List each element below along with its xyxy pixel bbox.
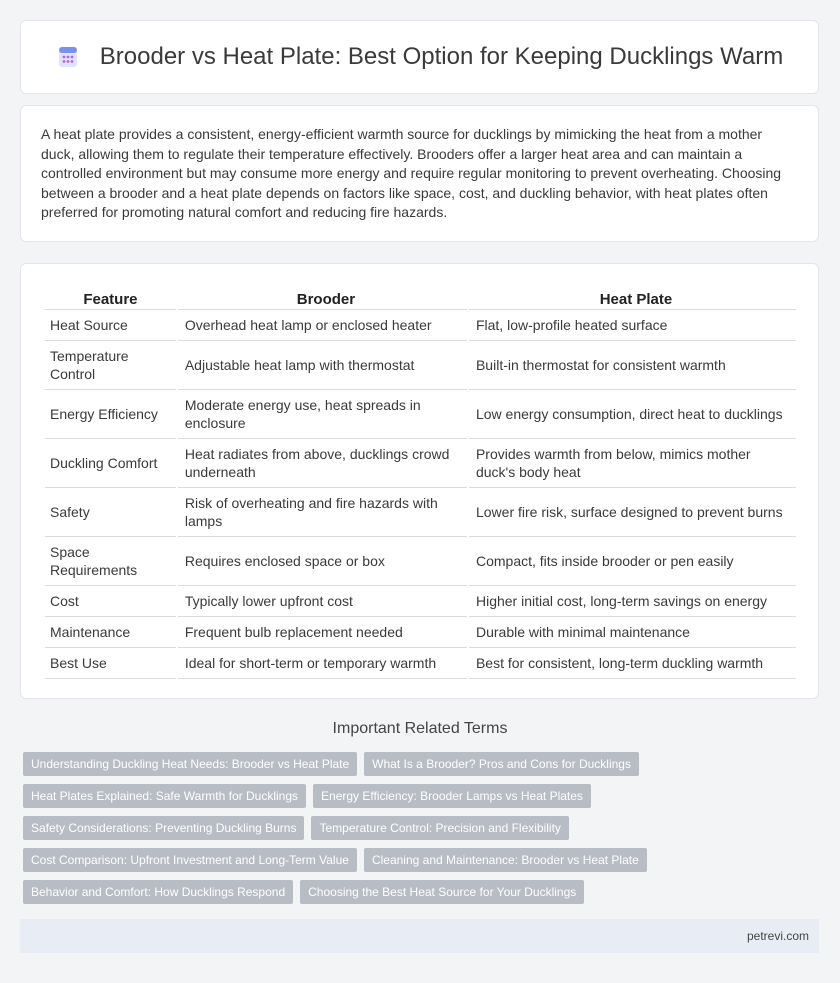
tag-row bbox=[23, 752, 823, 776]
cell-brooder: Ideal for short-term or temporary warmth bbox=[178, 648, 467, 679]
footer bbox=[20, 919, 819, 953]
comparison-card bbox=[20, 263, 819, 699]
tag-row bbox=[23, 784, 823, 808]
cell-brooder: Requires enclosed space or box bbox=[178, 537, 467, 586]
cell-brooder: Adjustable heat lamp with thermostat bbox=[178, 341, 467, 390]
cell-feature: Cost bbox=[45, 586, 176, 617]
intro-paragraph: A heat plate provides a consistent, energy-efficient warmth source for ducklings by mimicking the heat from a mother duck, allowing them to regulate their temperature effectively. Brooders offer a larger heat area and can maintain a controlled environment but may consume more energy and require regular monitoring to prevent overheating. Choosing between a brooder and a heat plate depends on factors like space, cost, and duckling behavior, with heat plates often preferred for promoting natural comfort and reducing fire hazards. bbox=[41, 126, 782, 220]
related-term-link[interactable]: What Is a Brooder? Pros and Cons for Ducklings bbox=[364, 752, 639, 776]
cell-feature: Maintenance bbox=[45, 617, 176, 648]
related-term-link[interactable]: Cleaning and Maintenance: Brooder vs Heat Plate bbox=[364, 848, 647, 872]
cell-brooder: Overhead heat lamp or enclosed heater bbox=[178, 310, 467, 341]
footer-site: petrevi.com bbox=[746, 929, 809, 943]
cell-brooder: Risk of overheating and fire hazards with lamps bbox=[178, 488, 467, 537]
cell-heat-plate: Low energy consumption, direct heat to ducklings bbox=[469, 390, 796, 439]
table-row bbox=[45, 488, 796, 537]
cell-feature: Heat Source bbox=[45, 310, 176, 341]
document-icon bbox=[56, 45, 80, 69]
related-term-link[interactable]: Behavior and Comfort: How Ducklings Respond bbox=[23, 880, 293, 904]
cell-feature: Best Use bbox=[45, 648, 176, 679]
cell-feature: Duckling Comfort bbox=[45, 439, 176, 488]
related-term-link[interactable]: Energy Efficiency: Brooder Lamps vs Heat Plates bbox=[313, 784, 591, 808]
cell-heat-plate: Lower fire risk, surface designed to prevent burns bbox=[469, 488, 796, 537]
cell-heat-plate: Best for consistent, long-term duckling warmth bbox=[469, 648, 796, 679]
cell-feature: Energy Efficiency bbox=[45, 390, 176, 439]
comparison-table bbox=[43, 284, 798, 679]
table-row bbox=[45, 586, 796, 617]
cell-feature: Space Requirements bbox=[45, 537, 176, 586]
cell-brooder: Moderate energy use, heat spreads in enclosure bbox=[178, 390, 467, 439]
header-heat-plate: Heat Plate bbox=[469, 284, 796, 310]
related-terms-list bbox=[23, 752, 823, 912]
related-term-link[interactable]: Safety Considerations: Preventing Duckling Burns bbox=[23, 816, 304, 840]
tag-row bbox=[23, 880, 823, 904]
cell-heat-plate: Compact, fits inside brooder or pen easily bbox=[469, 537, 796, 586]
table-row bbox=[45, 390, 796, 439]
intro-card bbox=[20, 105, 819, 242]
related-terms-title: Important Related Terms bbox=[332, 720, 508, 737]
tag-row bbox=[23, 848, 823, 872]
table-row bbox=[45, 439, 796, 488]
cell-heat-plate: Durable with minimal maintenance bbox=[469, 617, 796, 648]
title-card bbox=[20, 20, 819, 94]
tag-row bbox=[23, 816, 823, 840]
table-row bbox=[45, 617, 796, 648]
cell-feature: Temperature Control bbox=[45, 341, 176, 390]
table-row bbox=[45, 341, 796, 390]
related-term-link[interactable]: Temperature Control: Precision and Flexibility bbox=[311, 816, 568, 840]
cell-brooder: Frequent bulb replacement needed bbox=[178, 617, 467, 648]
page-title bbox=[56, 43, 783, 71]
cell-brooder: Heat radiates from above, ducklings crowd underneath bbox=[178, 439, 467, 488]
cell-feature: Safety bbox=[45, 488, 176, 537]
cell-heat-plate: Built-in thermostat for consistent warmth bbox=[469, 341, 796, 390]
table-row bbox=[45, 537, 796, 586]
cell-brooder: Typically lower upfront cost bbox=[178, 586, 467, 617]
header-brooder: Brooder bbox=[178, 284, 467, 310]
title-text: Brooder vs Heat Plate: Best Option for Keeping Ducklings Warm bbox=[99, 43, 784, 70]
cell-heat-plate: Higher initial cost, long-term savings on energy bbox=[469, 586, 796, 617]
related-term-link[interactable]: Heat Plates Explained: Safe Warmth for Ducklings bbox=[23, 784, 306, 808]
table-row bbox=[45, 310, 796, 341]
table-row bbox=[45, 648, 796, 679]
cell-heat-plate: Flat, low-profile heated surface bbox=[469, 310, 796, 341]
related-term-link[interactable]: Cost Comparison: Upfront Investment and Long-Term Value bbox=[23, 848, 357, 872]
related-term-link[interactable]: Understanding Duckling Heat Needs: Brooder vs Heat Plate bbox=[23, 752, 357, 776]
related-term-link[interactable]: Choosing the Best Heat Source for Your Ducklings bbox=[300, 880, 584, 904]
table-header-row bbox=[45, 284, 796, 310]
header-feature: Feature bbox=[45, 284, 176, 310]
cell-heat-plate: Provides warmth from below, mimics mother duck's body heat bbox=[469, 439, 796, 488]
